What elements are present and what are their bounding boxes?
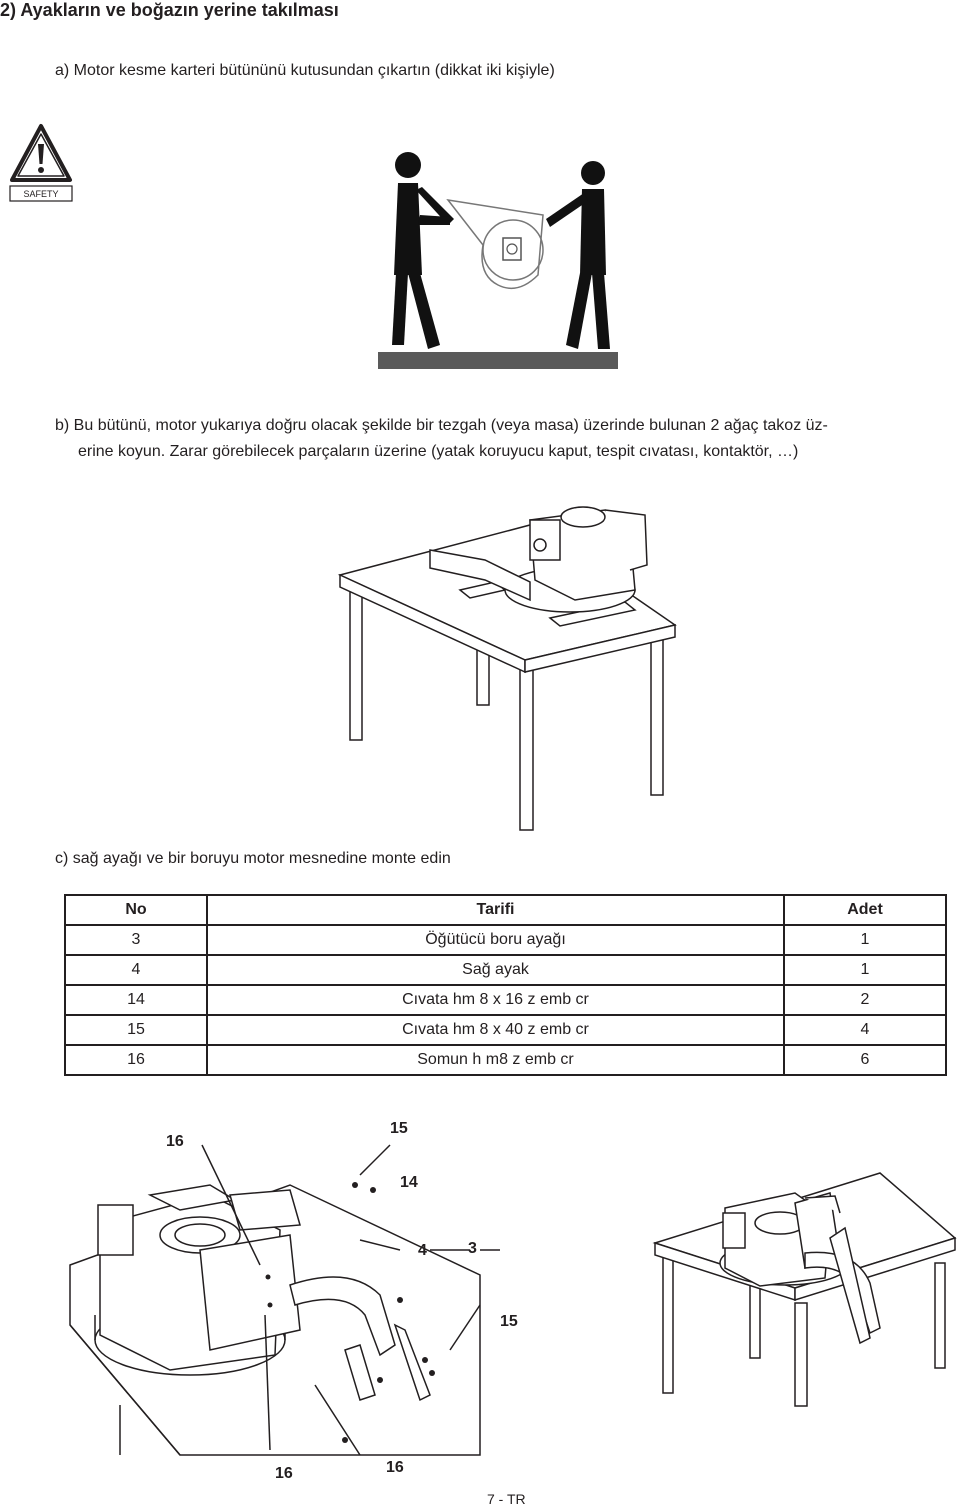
step-b-line-1: b) Bu bütünü, motor yukarıya doğru olacak şekilde bir tezgah (veya masa) üzerinde bulunan 2 ağaç takoz üz- — [55, 417, 828, 434]
motor-on-table-illustration — [335, 490, 680, 835]
cell-description: Somun h m8 z emb cr — [207, 1045, 784, 1075]
cell-no: 3 — [65, 925, 207, 955]
step-b-line-2: erine koyun. Zarar görebilecek parçaların üzerine (yatak koruyucu kaput, tespit cıvatası, kontaktör, …) — [78, 443, 799, 460]
callout-16-bottom-right: 16 — [386, 1459, 404, 1476]
step-a-text: a) Motor kesme karteri bütününü kutusundan çıkartın (dikkat iki kişiyle) — [55, 62, 555, 79]
table-header-row — [65, 895, 946, 925]
cell-no: 16 — [65, 1045, 207, 1075]
callout-4: 4 — [418, 1242, 427, 1259]
exploded-assembly-illustration — [60, 1155, 480, 1455]
step-b-text — [55, 413, 950, 465]
table-row — [65, 1045, 946, 1075]
table-row — [65, 955, 946, 985]
table-row — [65, 925, 946, 955]
section-heading: 2) Ayakların ve boğazın yerine takılması — [0, 0, 339, 20]
step-c-text: c) sağ ayağı ve bir boruyu motor mesnedine monte edin — [55, 850, 451, 867]
callout-16-top: 16 — [166, 1133, 184, 1150]
cell-quantity: 2 — [784, 985, 946, 1015]
parts-table — [64, 894, 947, 1076]
cell-no: 14 — [65, 985, 207, 1015]
cell-no: 15 — [65, 1015, 207, 1045]
column-header-tarifi: Tarifi — [207, 895, 784, 925]
cell-description: Cıvata hm 8 x 40 z emb cr — [207, 1015, 784, 1045]
assembled-result-illustration — [655, 1168, 955, 1408]
column-header-no: No — [65, 895, 207, 925]
callout-3: 3 — [468, 1240, 477, 1257]
cell-description: Cıvata hm 8 x 16 z emb cr — [207, 985, 784, 1015]
page-number: 7 - TR — [487, 1491, 526, 1507]
safety-label: SAFETY — [23, 189, 59, 199]
cell-quantity: 4 — [784, 1015, 946, 1045]
cell-quantity: 1 — [784, 955, 946, 985]
callout-15-top: 15 — [390, 1120, 408, 1137]
cell-quantity: 6 — [784, 1045, 946, 1075]
cell-quantity: 1 — [784, 925, 946, 955]
callout-15-mid: 15 — [500, 1313, 518, 1330]
callout-14: 14 — [400, 1174, 418, 1191]
table-row — [65, 1015, 946, 1045]
callout-16-bottom-left: 16 — [275, 1465, 293, 1482]
cell-no: 4 — [65, 955, 207, 985]
column-header-adet: Adet — [784, 895, 946, 925]
safety-warning-icon — [8, 122, 74, 204]
two-person-lift-illustration — [378, 135, 618, 370]
table-row — [65, 985, 946, 1015]
cell-description: Sağ ayak — [207, 955, 784, 985]
cell-description: Öğütücü boru ayağı — [207, 925, 784, 955]
